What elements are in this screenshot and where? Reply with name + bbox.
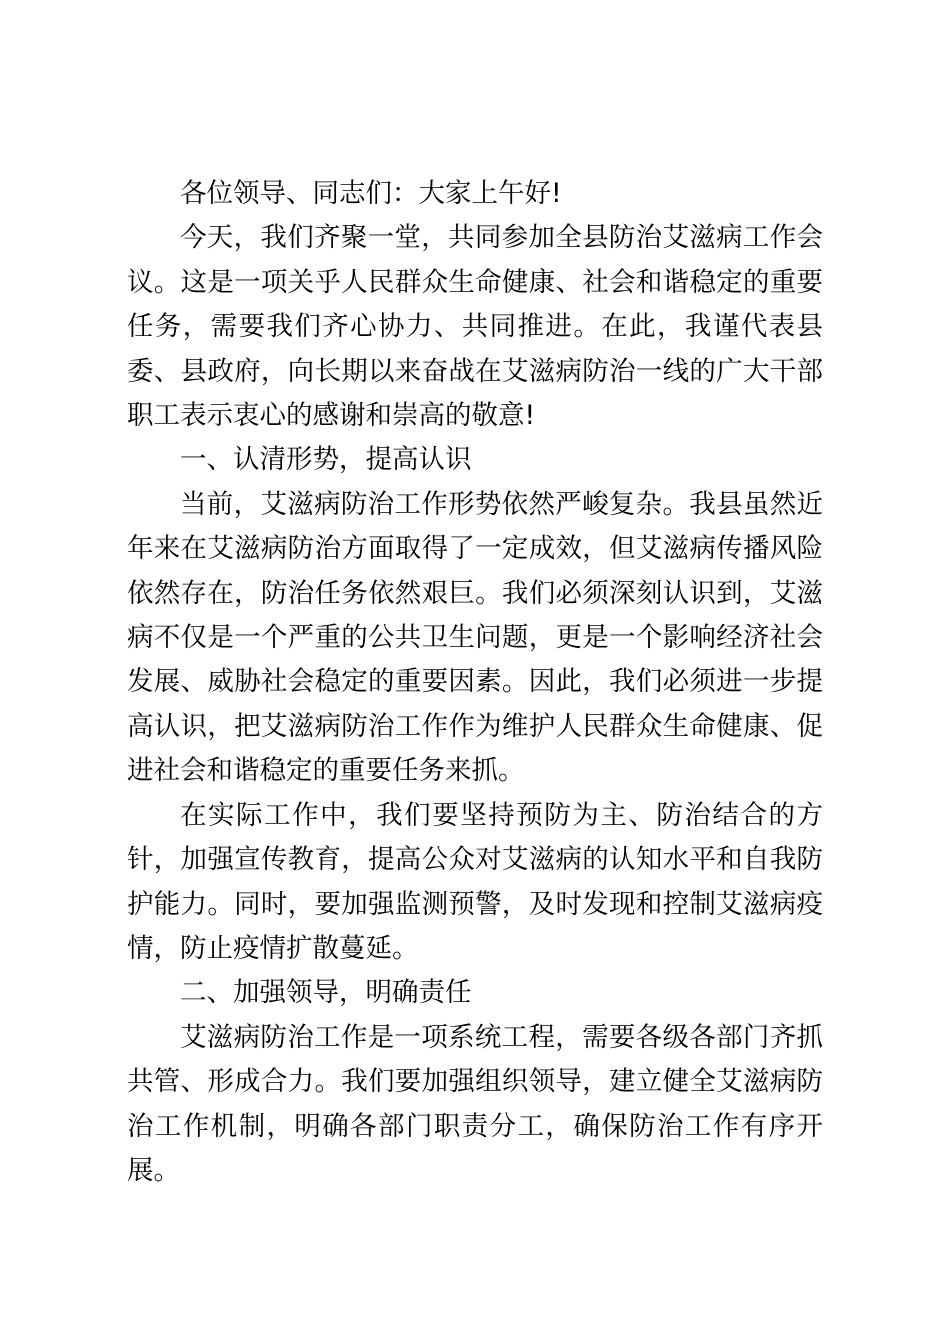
section-heading-2: 二、加强领导，明确责任 (180, 977, 472, 1009)
section-heading-1: 一、认清形势，提高认识 (180, 444, 472, 476)
section-1-paragraph-1: 当前，艾滋病防治工作形势依然严峻复杂。我县虽然近年来在艾滋病防治方面取得了一定成效，但艾滋病传播风险依然存在，防治任务依然艰巨。我们必须深刻认识到，艾滋病不仅是一个严重的公共卫生问题，更是一个影响经济社会发展、威胁社会稳定的重要因素。因此，我们必须进一步提高认识，把艾滋病防治工作作为维护人民群众生命健康、促进社会和谐稳定的重要任务来抓。 (127, 488, 823, 787)
section-1-paragraph-2: 在实际工作中，我们要坚持预防为主、防治结合的方针，加强宣传教育，提高公众对艾滋病的认知水平和自我防护能力。同时，要加强监测预警，及时发现和控制艾滋病疫情，防止疫情扩散蔓延。 (127, 799, 823, 964)
section-2-paragraph-1: 艾滋病防治工作是一项系统工程，需要各级各部门齐抓共管、形成合力。我们要加强组织领导，建立健全艾滋病防治工作机制，明确各部门职责分工，确保防治工作有序开展。 (127, 1021, 823, 1186)
intro-paragraph: 今天，我们齐聚一堂，共同参加全县防治艾滋病工作会议。这是一项关乎人民群众生命健康、社会和谐稳定的重要任务，需要我们齐心协力、共同推进。在此，我谨代表县委、县政府，向长期以来奋战在艾滋病防治一线的广大干部职工表示衷心的感谢和崇高的敬意! (127, 222, 823, 432)
document-body (127, 172, 823, 1193)
greeting: 各位领导、同志们：大家上午好! (180, 178, 562, 209)
